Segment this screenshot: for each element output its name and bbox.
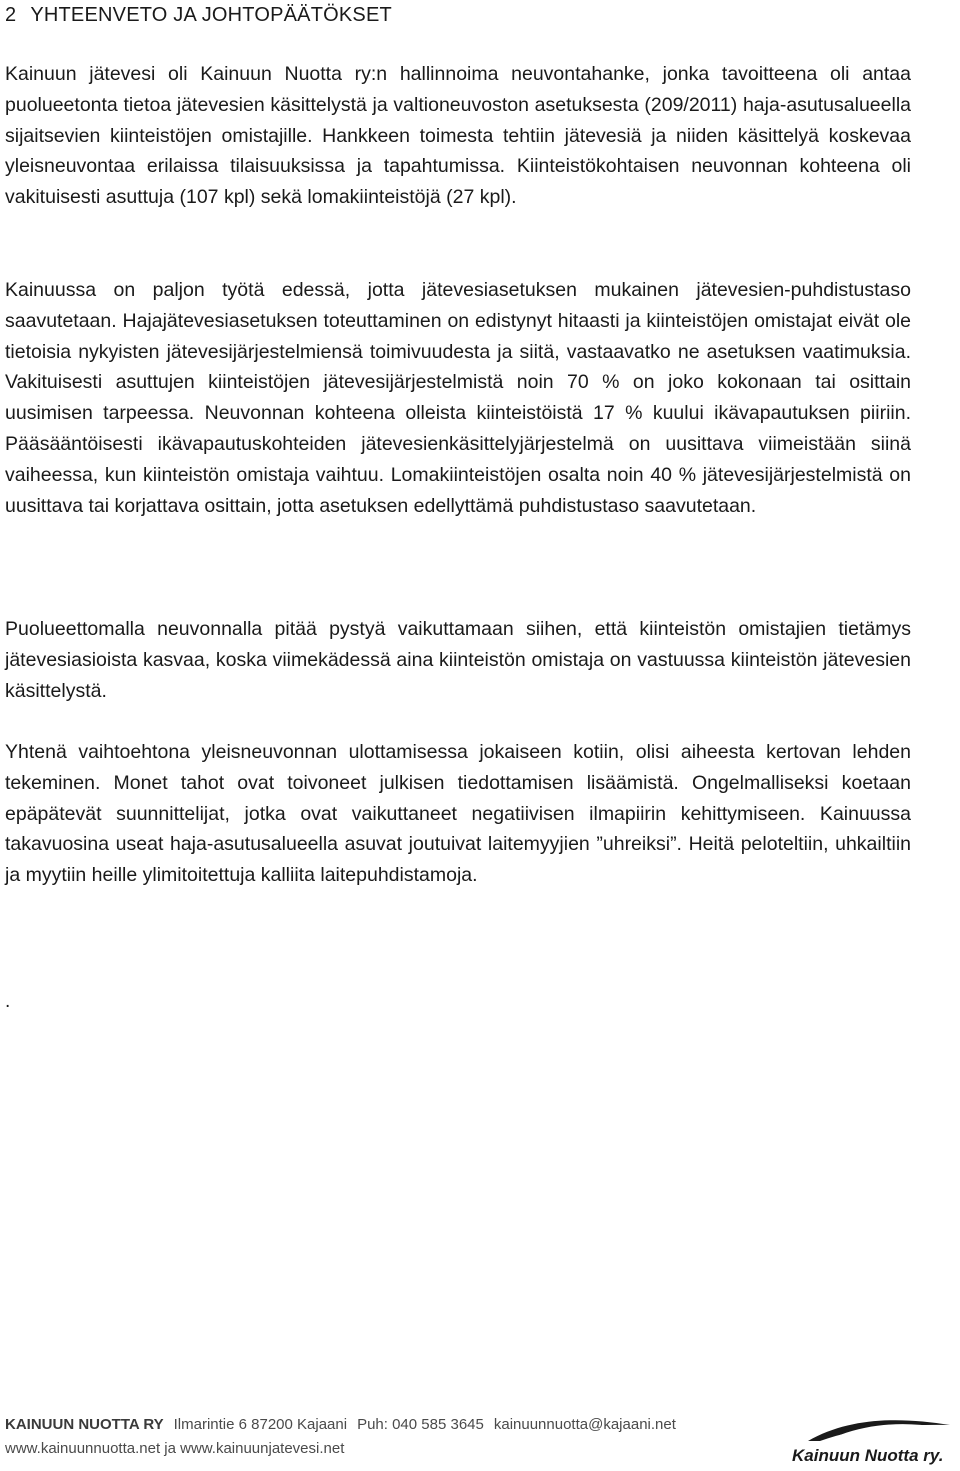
paragraph-alternatives: Yhtenä vaihtoehtona yleisneuvonnan ulottamisessa jokaiseen kotiin, olisi aiheesta kertovan lehden tekeminen. Monet tahot ovat toivoneet julkisen tiedottamisen lisäämistä. Ongelmalliseksi koetaan epäpätevät suunnittelijat, jotka ovat vaikuttaneet negatiivisen ilmapiirin kehittymiseen. Kainuussa takavuosina useat haja-asutusalueella asuvat joutuivat laitemyyjien ”uhreiksi”. Heitä peloteltiin, uhkailtiin ja myytiin heille ylimitoitettuja kalliita laitepuhdistamoja. xyxy=(5,741,911,887)
footer-contact-line xyxy=(5,1413,676,1437)
section-number: 2 xyxy=(5,4,17,26)
logo-swoosh xyxy=(808,1420,950,1441)
section-heading xyxy=(5,2,392,28)
section-title: YHTEENVETO JA JOHTOPÄÄTÖKSET xyxy=(30,4,392,26)
footer-address: Ilmarintie 6 87200 Kajaani xyxy=(173,1416,348,1433)
kainuun-nuotta-logo xyxy=(780,1415,955,1467)
paragraph-summary: Kainuun jätevesi oli Kainuun Nuotta ry:n hallinnoima neuvontahanke, jonka tavoitteena oli antaa puolueetonta tietoa jätevesien käsittelystä ja valtioneuvoston asetuksesta (209/2011) haja-asutusalueella sijaitsevien kiinteistöjen omistajille. Hankkeen toimesta tehtiin jätevesiä ja niiden käsittelyä koskevaa yleisneuvontaa erilaissa tilaisuuksissa ja tapahtumissa. Kiinteistökohtaisen neuvonnan kohteena oli vakituisesti asuttuja (107 kpl) sekä lomakiinteistöjä (27 kpl). xyxy=(5,63,911,209)
paragraph-neutral-advice: Puolueettomalla neuvonnalla pitää pystyä vaikuttamaan siihen, että kiinteistön omistajien tietämys jätevesiasioista kasvaa, koska viimekädessä aina kiinteistön omistaja on vastuussa kiinteistön jätevesien käsittelystä. xyxy=(5,618,911,702)
trailing-mark: . xyxy=(5,991,11,1012)
footer-org-name: KAINUUN NUOTTA RY xyxy=(5,1416,164,1433)
logo-text: Kainuun Nuotta ry. xyxy=(792,1446,944,1465)
page-footer xyxy=(5,1413,676,1461)
paragraph-challenges: Kainuussa on paljon työtä edessä, jotta jätevesiasetuksen mukainen jätevesien-puhdistustaso saavutetaan. Hajajätevesiasetuksen toteuttaminen on edistynyt hitaasti ja kiinteistöjen omistajat eivät ole tietoisia nykyisten jätevesijärjestelmiensä toimivuudesta ja siitä, vastaavatko ne asetuksen vaatimuksia. Vakituisesti asuttujen kiinteistöjen jätevesijärjestelmistä noin 70 % on joko kokonaan tai osittain uusimisen tarpeessa. Neuvonnan kohteena olleista kiinteistöistä 17 % kuului ikävapautuksen piiriin. Pääsääntöisesti ikävapautuskohteiden jätevesienkäsittelyjärjestelmä on uusittava viimeistään siinä vaiheessa, kun kiinteistön omistaja vaihtuu. Lomakiinteistöjen osalta noin 40 % jätevesijärjestelmistä on uusittava tai korjattava osittain, jotta asetuksen edellyttämä puhdistustaso saavutetaan. xyxy=(5,279,911,517)
footer-phone: Puh: 040 585 3645 xyxy=(357,1416,484,1433)
footer-email: kainuunnuotta@kajaani.net xyxy=(493,1416,676,1433)
footer-websites: www.kainuunnuotta.net ja www.kainuunjatevesi.net xyxy=(5,1440,345,1457)
